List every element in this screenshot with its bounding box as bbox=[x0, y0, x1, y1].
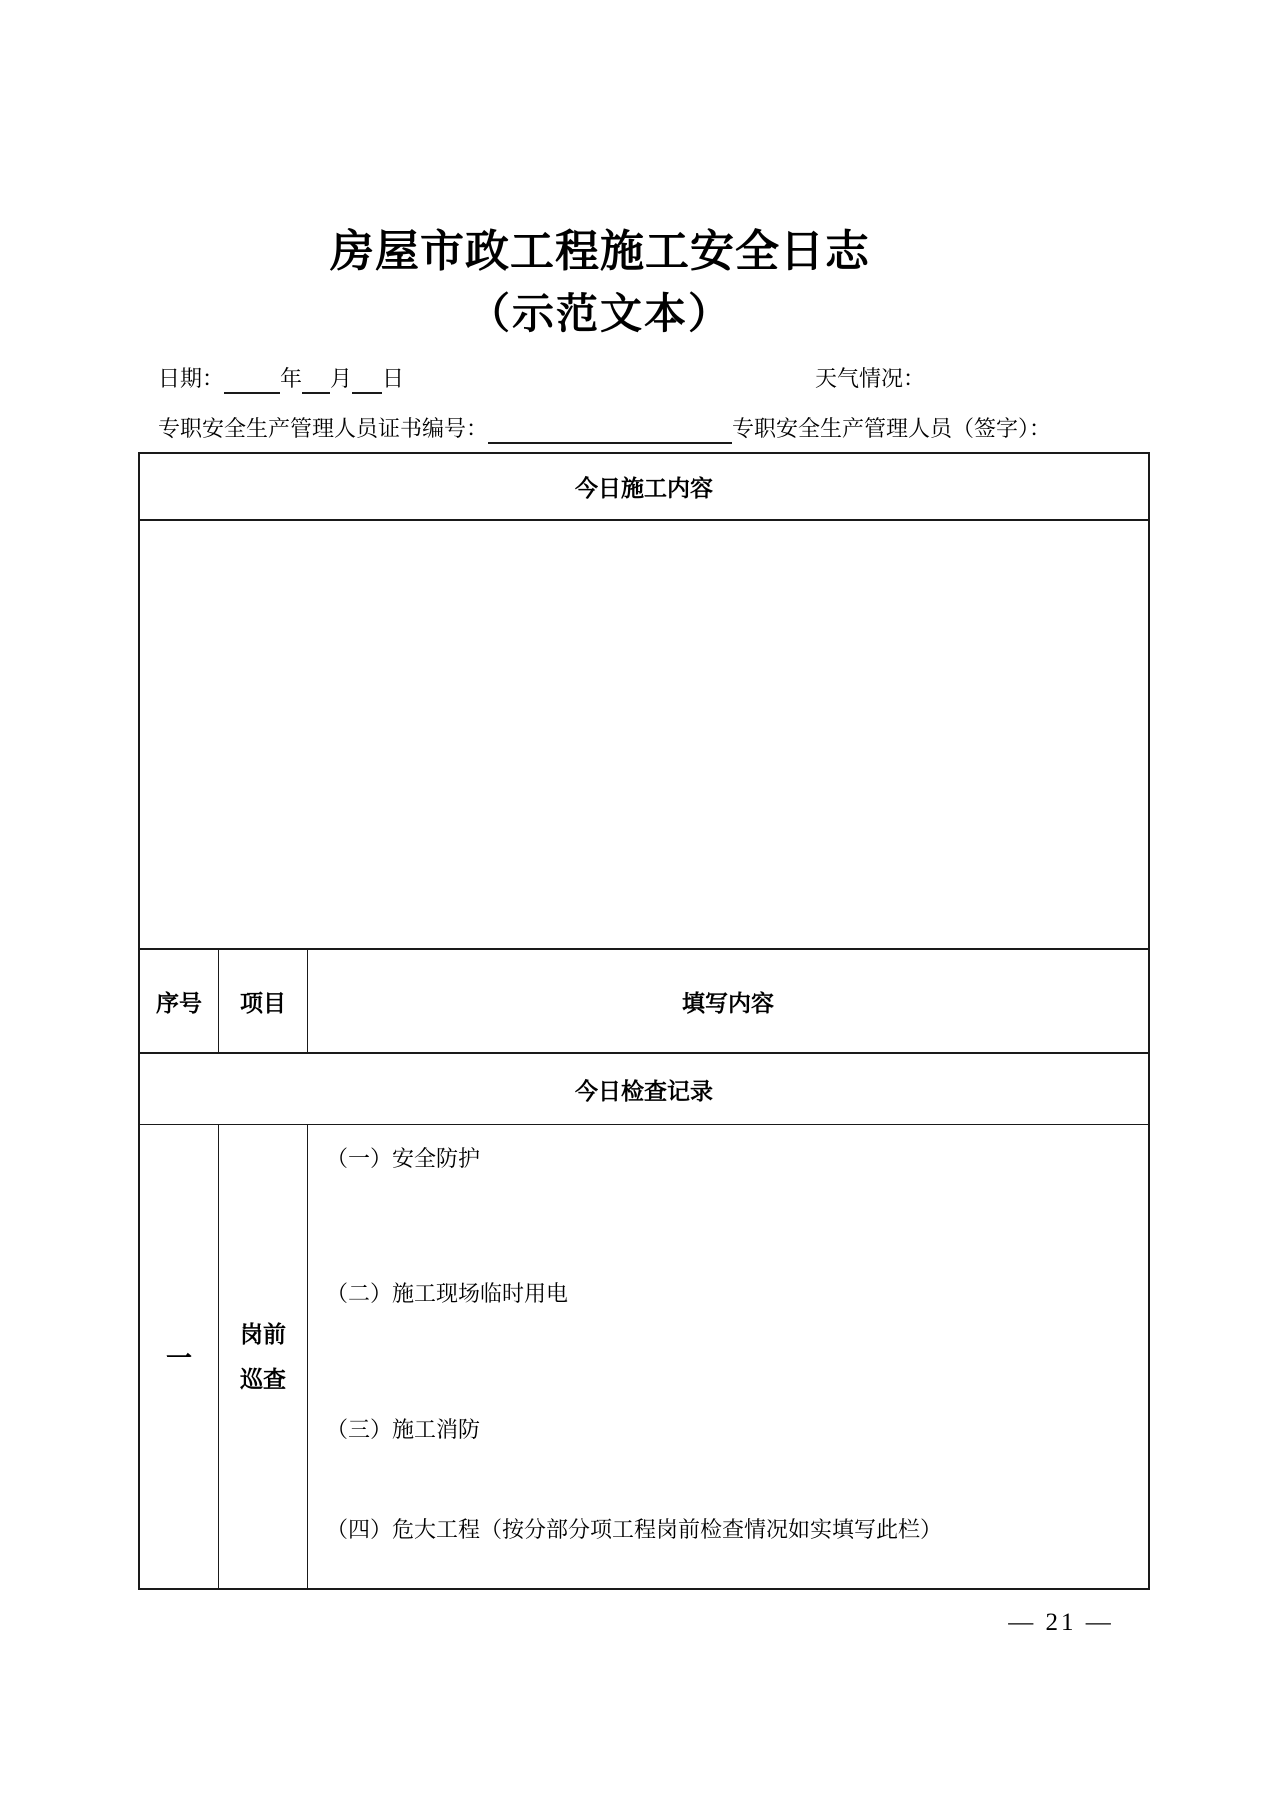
date-year-blank bbox=[224, 367, 280, 394]
column-header-index: 序号 bbox=[140, 950, 219, 1052]
construction-header-label: 今日施工内容 bbox=[575, 475, 713, 501]
signature-label: 专职安全生产管理人员（签字）： bbox=[732, 416, 1052, 441]
certificate-line bbox=[158, 414, 1051, 444]
cert-number-blank bbox=[488, 417, 732, 444]
inspection-header-row bbox=[140, 1054, 1148, 1125]
row-project-cell bbox=[219, 1125, 308, 1588]
date-month-blank bbox=[302, 367, 330, 394]
weather-label: 天气情况： bbox=[815, 366, 926, 391]
row-index-cell: 一 bbox=[140, 1125, 219, 1588]
column-header-content: 填写内容 bbox=[682, 989, 774, 1016]
date-label: 日期： bbox=[158, 366, 225, 391]
check-item-safety-protection: （一）安全防护 bbox=[326, 1146, 481, 1171]
construction-header-row bbox=[140, 454, 1148, 521]
date-line bbox=[158, 364, 404, 394]
month-suffix: 月 bbox=[330, 366, 353, 391]
document-title: 房屋市政工程施工安全日志 bbox=[330, 227, 870, 276]
inspection-header-label: 今日检查记录 bbox=[575, 1077, 713, 1104]
date-day-blank bbox=[352, 367, 382, 394]
document-subtitle: （示范文本） bbox=[467, 292, 733, 338]
row-content-cell bbox=[308, 1125, 1148, 1588]
check-item-dangerous-works: （四）危大工程（按分部分项工程岗前检查情况如实填写此栏） bbox=[326, 1517, 943, 1542]
table-row bbox=[140, 1125, 1148, 1588]
day-suffix: 日 bbox=[382, 366, 405, 391]
page-number: — 21 — bbox=[1008, 1609, 1114, 1636]
project-label-line2: 巡查 bbox=[240, 1365, 286, 1392]
check-item-fire-protection: （三）施工消防 bbox=[326, 1417, 481, 1442]
cert-number-label: 专职安全生产管理人员证书编号： bbox=[158, 416, 489, 441]
construction-content-cell bbox=[140, 521, 1148, 950]
column-header-project: 项目 bbox=[219, 950, 308, 1052]
column-header-row bbox=[140, 950, 1148, 1054]
check-item-temporary-electricity: （二）施工现场临时用电 bbox=[326, 1281, 569, 1306]
project-label-line1: 岗前 bbox=[240, 1320, 286, 1347]
safety-log-table bbox=[138, 452, 1150, 1590]
year-suffix: 年 bbox=[280, 366, 303, 391]
